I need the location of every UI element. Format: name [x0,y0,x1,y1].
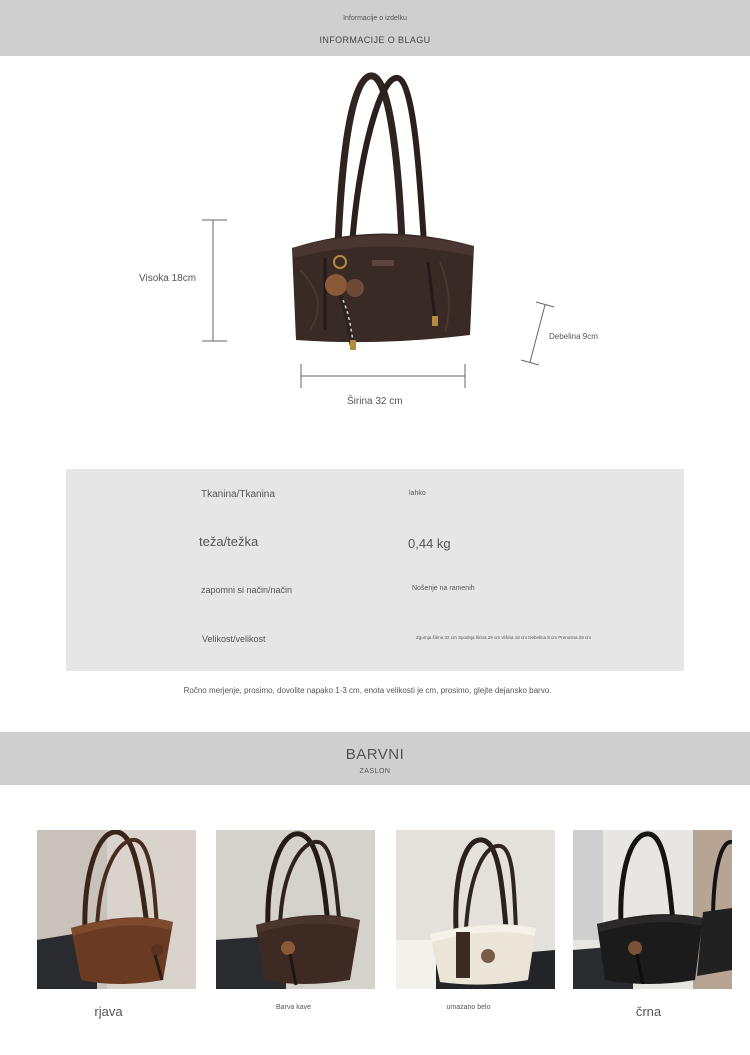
black-bag-photo [573,830,732,989]
spec-label-size: Velikost/velikost [202,634,266,644]
color-label-offwhite: umazano belo [446,1004,491,1011]
spec-value-size: Zgornja širina 32 cm Spodnja širina 29 cm Višina 18 cm Debelina 9 cm Prenosna 28 cm [416,635,592,640]
spec-value-weight: 0,44 kg [408,536,451,551]
spec-value-fabric: lahko [409,490,426,497]
spec-label-style: zapomni si način/način [201,585,293,595]
brown-bag-photo [37,830,196,989]
header-subtitle: Informacije o izdelku [343,15,407,22]
color-label-black: črna [635,1004,662,1019]
height-label: Visoka 18cm [139,273,197,284]
product-info-header [0,0,750,56]
color-label-coffee: Barva kave [275,1004,312,1011]
depth-label: Debelina 9cm [549,332,598,341]
header-title: INFORMACIJE O BLAGU [319,35,431,45]
color-option-black[interactable] [573,830,732,989]
spec-label-weight: teža/težka [199,534,259,549]
color-section-subtitle: ZASLON [359,768,391,775]
width-label: Širina 32 cm [347,396,403,407]
color-label-brown: rjava [94,1004,123,1019]
coffee-bag-photo [216,830,375,989]
color-option-coffee[interactable] [216,830,375,989]
specs-table [66,469,684,671]
color-section-header [0,732,750,785]
color-option-brown[interactable] [37,830,196,989]
product-dimension-diagram [0,56,750,456]
color-option-offwhite[interactable] [396,830,555,989]
spec-label-fabric: Tkanina/Tkanina [201,489,275,500]
spec-value-style: Nošenje na ramenih [412,585,475,592]
measurement-disclaimer: Ročno merjenje, prosimo, dovolite napako 1-3 cm, enota velikosti je cm, prosimo, glejte dejansko barvo. [183,686,552,695]
offwhite-bag-photo [396,830,555,989]
color-section-title: BARVNI [345,746,405,763]
